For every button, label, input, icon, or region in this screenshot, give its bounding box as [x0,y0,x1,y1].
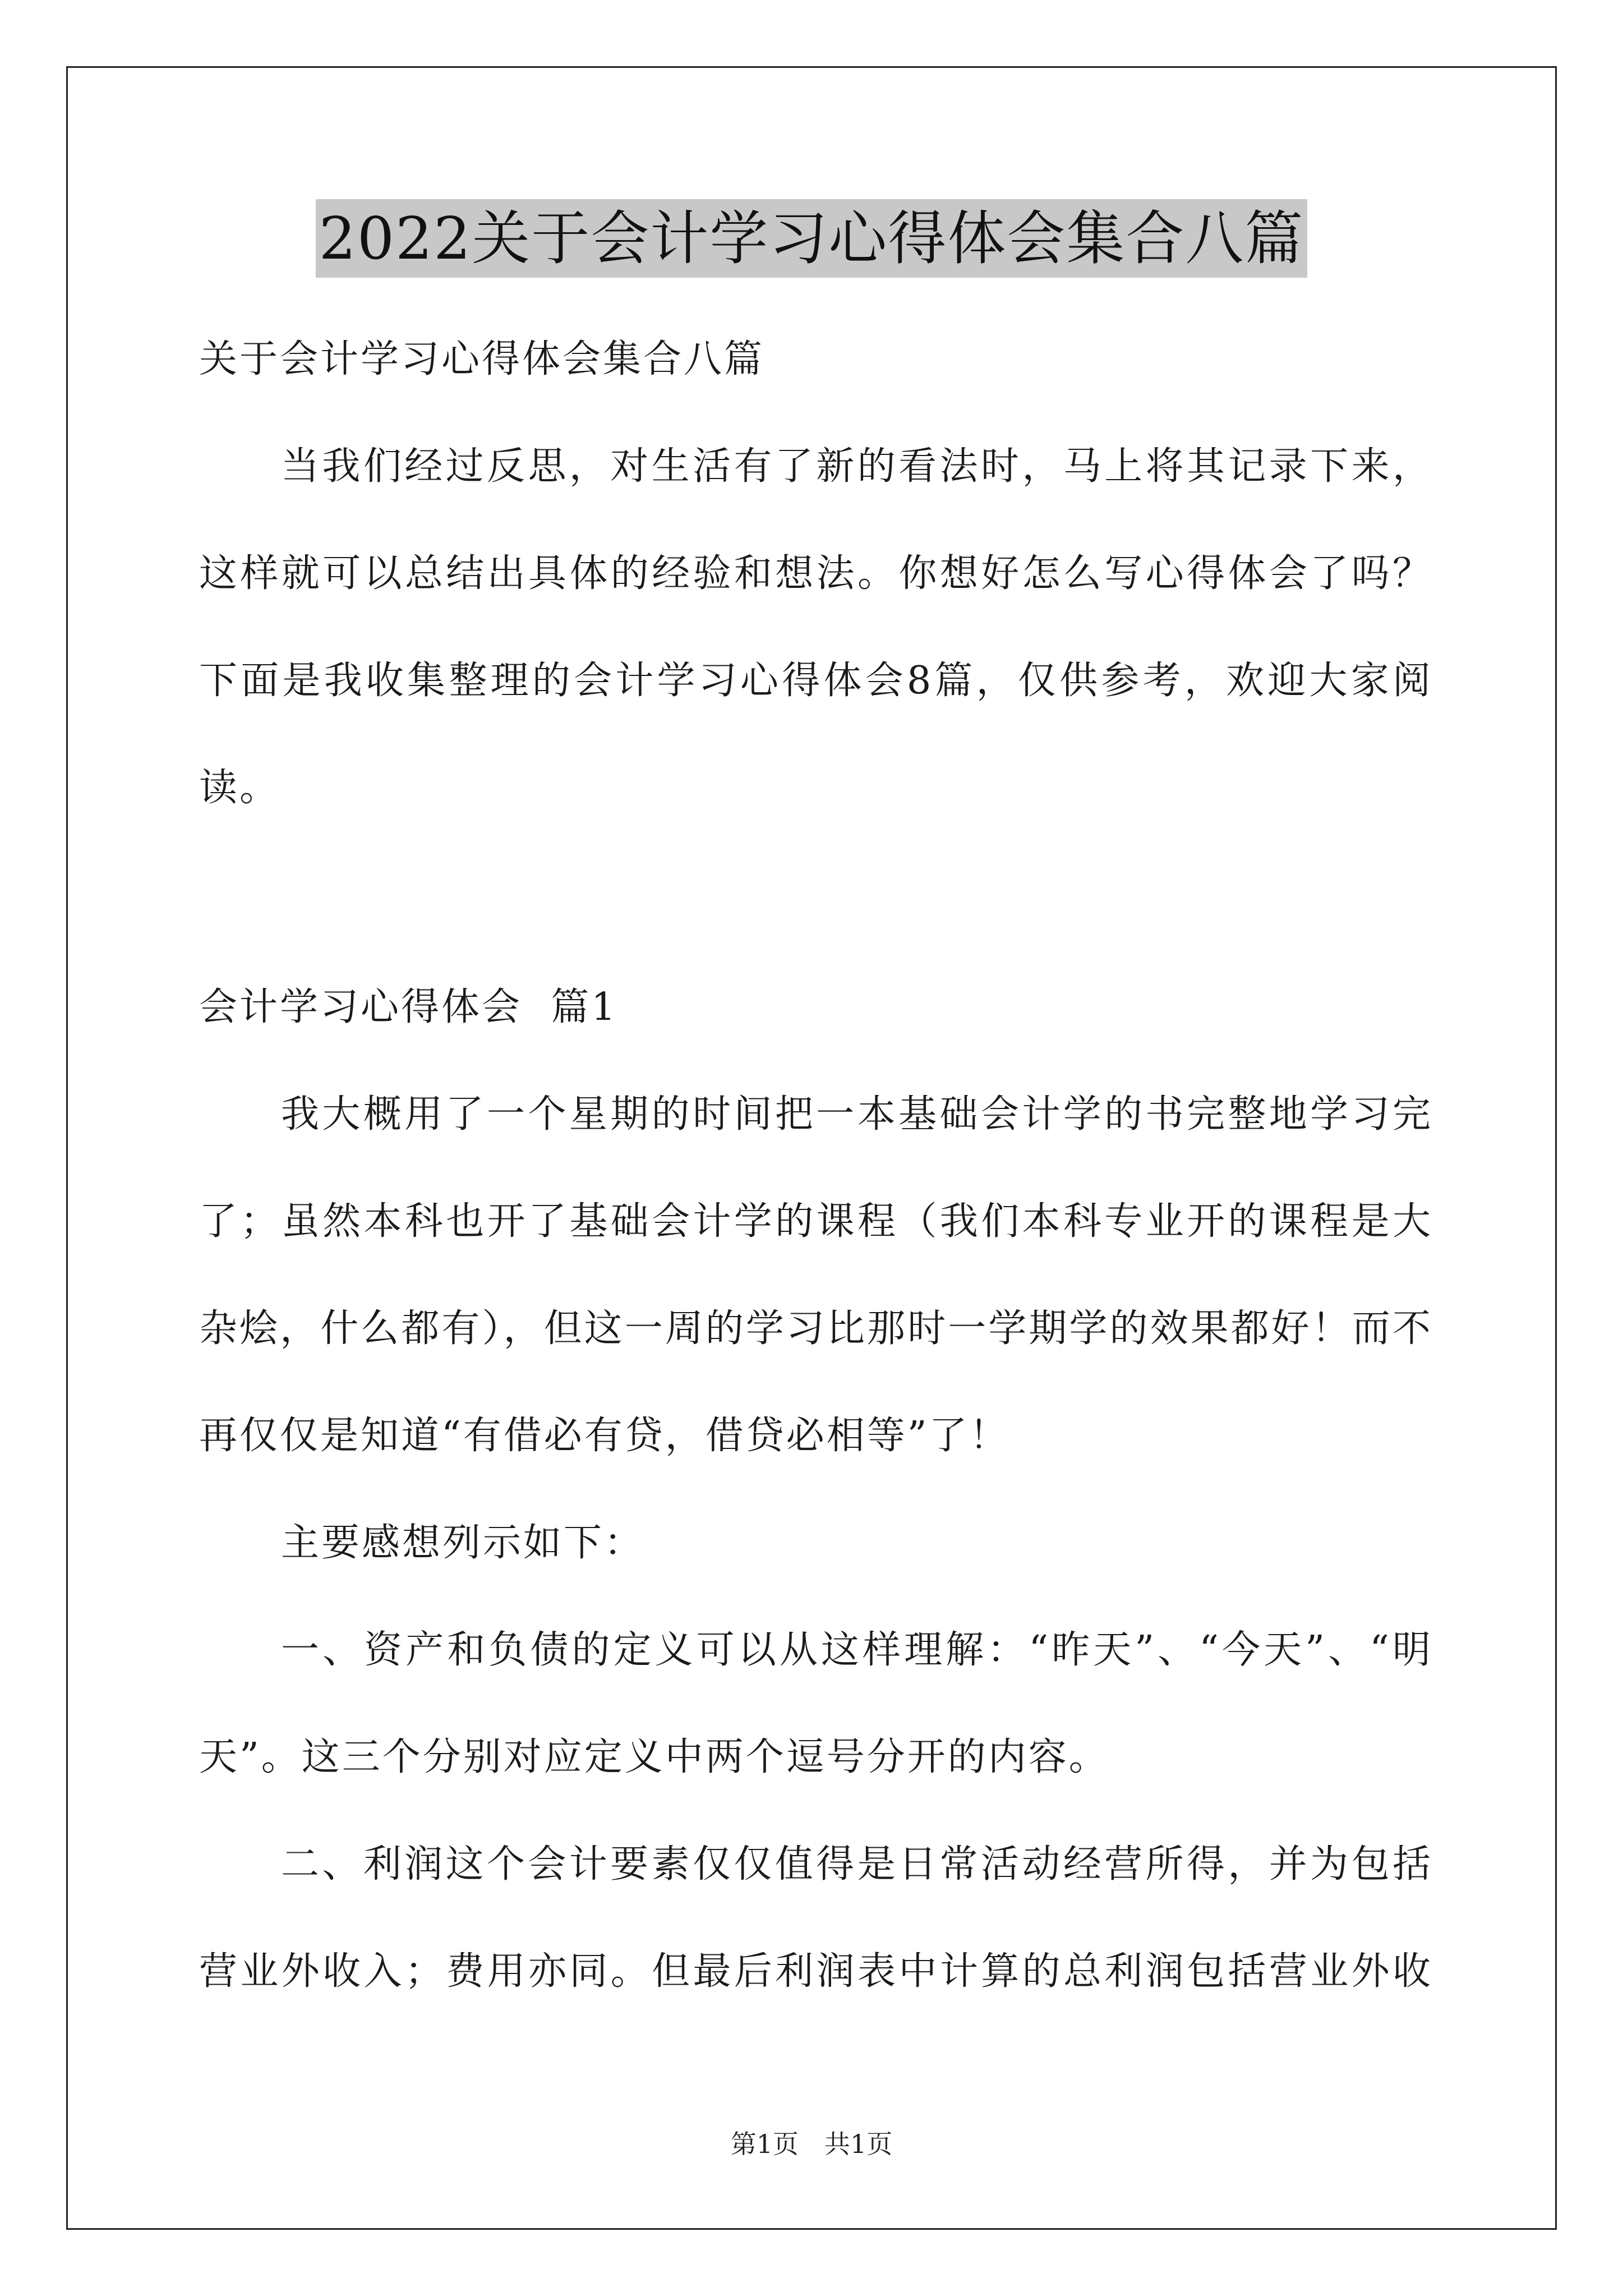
page-total: 共1页 [824,2129,893,2159]
section-line: 一、资产和负债的定义可以从这样理解：“昨天”、“今天”、“明 [281,1628,1433,1672]
document-subtitle: 关于会计学习心得体会集合八篇 [199,337,765,381]
section-line: 天”。这三个分别对应定义中两个逗号分开的内容。 [199,1735,1109,1779]
section-line: 再仅仅是知道“有借必有贷，借贷必相等”了！ [199,1414,1010,1458]
intro-line: 当我们经过反思，对生活有了新的看法时，马上将其记录下来， [281,444,1433,489]
intro-line: 这样就可以总结出具体的经验和想法。你想好怎么写心得体会了吗？ [199,551,1433,596]
section-line: 主要感想列示如下： [281,1521,645,1565]
section-line: 了；虽然本科也开了基础会计学的课程（我们本科专业开的课程是大 [199,1199,1433,1244]
page-footer [0,2127,1623,2161]
intro-line: 下面是我收集整理的会计学习心得体会8篇，仅供参考，欢迎大家阅 [199,659,1433,703]
document-title: 2022关于会计学习心得体会集合八篇 [316,199,1308,278]
section-line: 杂烩，什么都有），但这一周的学习比那时一学期学的效果都好！而不 [199,1306,1433,1351]
section-line: 二、利润这个会计要素仅仅值得是日常活动经营所得，并为包括 [281,1842,1433,1887]
document-body [199,306,1433,2025]
section-heading: 会计学习心得体会 篇1 [199,985,618,1029]
paragraph-gap [199,841,1433,954]
page-number: 第1页 [730,2129,799,2159]
intro-line: 读。 [199,766,280,810]
title-container [0,199,1623,278]
section-line: 营业外收入；费用亦同。但最后利润表中计算的总利润包括营业外收 [199,1949,1433,1994]
section-line: 我大概用了一个星期的时间把一本基础会计学的书完整地学习完 [281,1092,1433,1137]
